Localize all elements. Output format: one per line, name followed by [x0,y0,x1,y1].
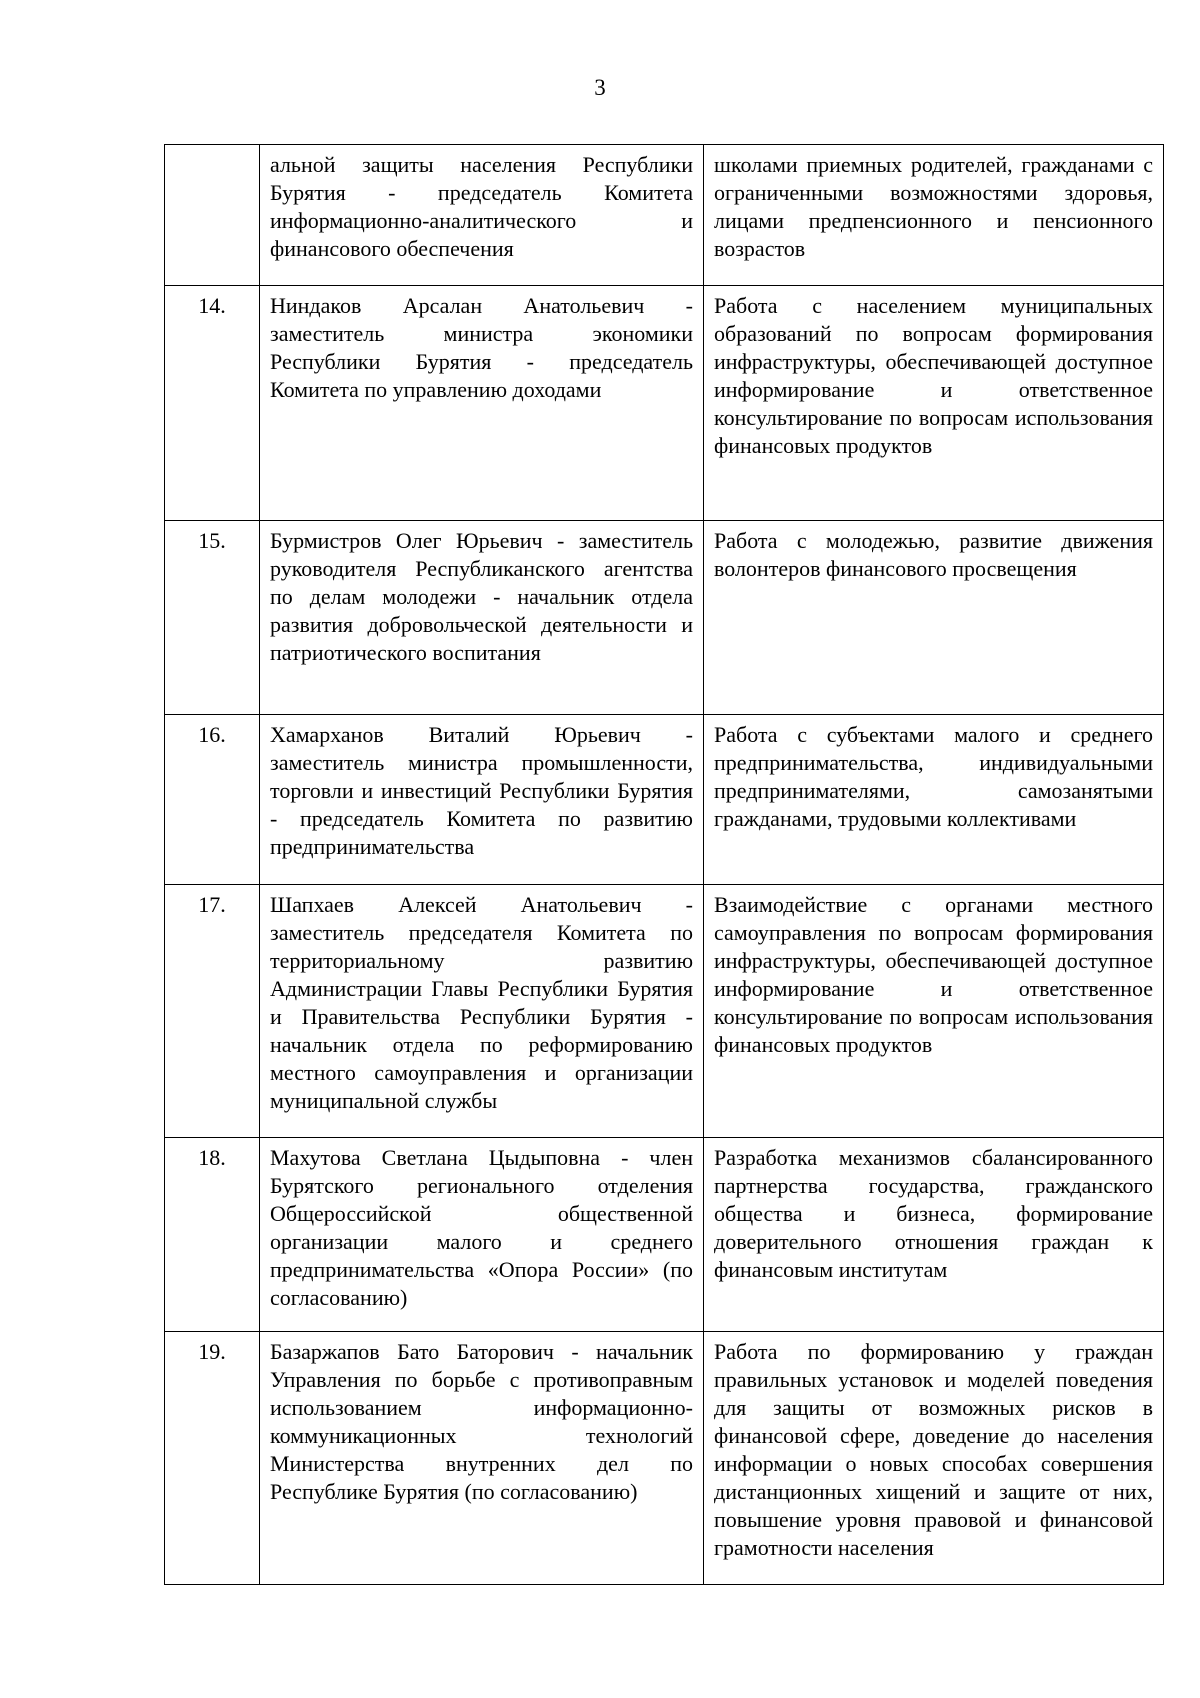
member-text: Бурмистров Олег Юрьевич - заместитель руководителя Республиканского агентства по делам молодежи - начальник отдела развития добровольческой деятельности и патриотического воспитания [270,528,693,665]
member-cell [260,286,704,521]
member-cell [260,1332,704,1585]
task-cell [704,521,1164,715]
member-text: Базаржапов Бато Баторович - начальник Управления по борьбе с противоправным использованием информационно-коммуникационных технологий Министерства внутренних дел по Республике Бурятия (по согласованию) [270,1339,693,1504]
task-text: Разработка механизмов сбалансированного партнерства государства, гражданского общества и бизнеса, формирование доверительного отношения граждан к финансовым институтам [714,1145,1153,1282]
row-number: 17. [165,885,260,1138]
members-table [164,144,1164,1585]
member-text: альной защиты населения Республики Бурятия - председатель Комитета информационно-аналитического и финансового обеспечения [270,152,693,261]
task-cell [704,715,1164,885]
task-text: Работа по формированию у граждан правильных установок и моделей поведения для защиты от возможных рисков в финансовой сфере, доведение до населения информации о новых способах совершения дистанционных хищений и защите от них, повышение уровня правовой и финансовой грамотности населения [714,1339,1153,1560]
table-row [165,145,1164,286]
row-number: 14. [165,286,260,521]
member-text: Хамарханов Виталий Юрьевич - заместитель министра промышленности, торговли и инвестиций Республики Бурятия - председатель Комитета по развитию предпринимательства [270,722,693,859]
row-number: 18. [165,1138,260,1332]
table-row [165,1138,1164,1332]
member-text: Ниндаков Арсалан Анатольевич - заместитель министра экономики Республики Бурятия - председатель Комитета по управлению доходами [270,293,693,402]
table-row [165,1332,1164,1585]
task-text: Работа с молодежью, развитие движения волонтеров финансового просвещения [714,528,1153,581]
table-row [165,885,1164,1138]
table-row [165,286,1164,521]
row-number [165,145,260,286]
task-text: школами приемных родителей, гражданами с ограниченными возможностями здоровья, лицами предпенсионного и пенсионного возрастов [714,152,1153,261]
member-cell [260,145,704,286]
member-cell [260,521,704,715]
member-text: Шапхаев Алексей Анатольевич - заместитель председателя Комитета по территориальному развитию Администрации Главы Республики Бурятия и Правительства Республики Бурятия - начальник отдела по реформированию местного самоуправления и организации муниципальной службы [270,892,693,1113]
member-cell [260,1138,704,1332]
task-cell [704,286,1164,521]
task-cell [704,145,1164,286]
task-text: Работа с субъектами малого и среднего предпринимательства, индивидуальными предпринимателями, самозанятыми гражданами, трудовыми коллективами [714,722,1153,831]
task-cell [704,885,1164,1138]
task-cell [704,1332,1164,1585]
row-number: 19. [165,1332,260,1585]
page-number: 3 [594,75,606,100]
table-row [165,715,1164,885]
row-number: 16. [165,715,260,885]
member-cell [260,885,704,1138]
member-cell [260,715,704,885]
row-number: 15. [165,521,260,715]
table-row [165,521,1164,715]
task-text: Работа с населением муниципальных образований по вопросам формирования инфраструктуры, обеспечивающей доступное информирование и ответственное консультирование по вопросам использования финансовых продуктов [714,293,1153,458]
task-text: Взаимодействие с органами местного самоуправления по вопросам формирования инфраструктуры, обеспечивающей доступное информирование и ответственное консультирование по вопросам использования финансовых продуктов [714,892,1153,1057]
member-text: Махутова Светлана Цыдыповна - член Бурятского регионального отделения Общероссийской общественной организации малого и среднего предпринимательства «Опора России» (по согласованию) [270,1145,693,1310]
task-cell [704,1138,1164,1332]
